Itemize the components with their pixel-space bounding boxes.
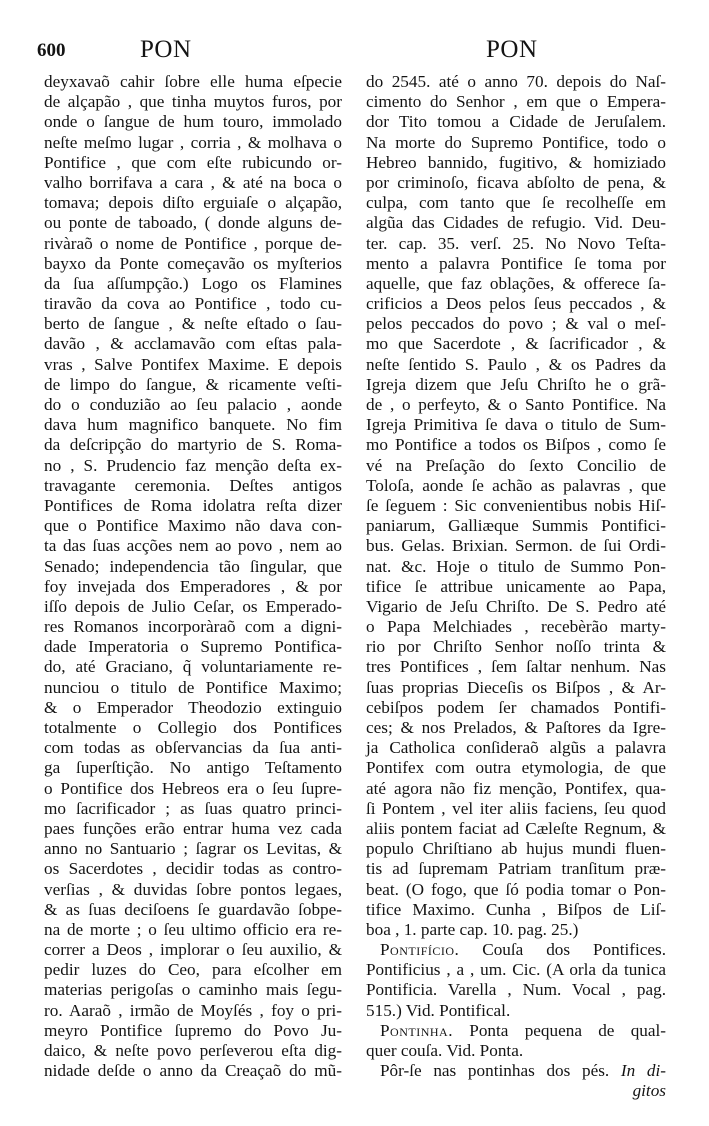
- text-line: Vigario de Jeſu Chriſto. De S. Pedro até: [366, 596, 666, 616]
- text-line: ſuas proprias Dieceſis os Biſpos , & Ar-: [366, 677, 666, 697]
- text-line: vras , Salve Pontifex Maxime. E depois: [44, 354, 342, 374]
- text-line: paniarum, Galliæque Summis Pontifici-: [366, 516, 666, 536]
- entry-pontinha: [366, 1021, 666, 1061]
- text-line: beat. (O fogo, que ſó podia tomar o Pon-: [366, 879, 666, 899]
- headword: Pontifício.: [380, 940, 460, 960]
- text-line: aliis pontem faciat ad Cæleſte Regnum, &: [366, 818, 666, 838]
- entry-line: Pontificius , a , um. Cic. (A orla da tunica: [366, 960, 666, 980]
- text-line: ou ponte de taboado, ( donde alguns de-: [44, 213, 342, 233]
- left-column: [44, 72, 342, 1081]
- entry-line: Pontificia. Varella , Num. Vocal , pag.: [366, 980, 666, 1000]
- text-line: ro. Aaraõ , irmão de Moyſés , foy o pri-: [44, 1000, 342, 1020]
- text-line: na de morte ; o ſeu ultimo officio era re-: [44, 919, 342, 939]
- text-line: neſte ſentido S. Paulo , & os Padres da: [366, 354, 666, 374]
- text-line: mento a palavra Pontifice ſe toma por: [366, 253, 666, 273]
- text-line: culpa, com tanto que ſe recolheſſe em: [366, 193, 666, 213]
- text-line: bus. Gelas. Brixian. Sermon. de ſui Ordi-: [366, 536, 666, 556]
- text-line: pedir luzes do Ceo, para eſcolher em: [44, 960, 342, 980]
- text-line: boa , 1. parte cap. 10. pag. 25.): [366, 919, 579, 939]
- text-line: do 2545. até o anno 70. depois do Naſ-: [366, 72, 666, 91]
- text-line: dade Imperatoria o Supremo Pontifica-: [44, 637, 342, 657]
- entry-line: 515.) Vid. Pontifical.: [366, 1000, 511, 1020]
- text-line: nidade deſde o anno da Creaçaõ do mũ-: [44, 1061, 342, 1081]
- text-line: ces; & nos Prelados, & Paſtores da Igre-: [366, 718, 666, 737]
- text-line: dor Tito tomou a Cidade de Jeruſalem.: [366, 112, 666, 132]
- text-line: iſſo depois de Julio Ceſar, os Emperado-: [44, 596, 342, 616]
- text-line: & o Emperador Theodozio extinguio: [44, 697, 342, 717]
- entry-line: [366, 940, 666, 960]
- text-line: de alçapão , que tinha muytos furos, por: [44, 92, 342, 112]
- text-line: até agora não fiz menção, Pontifex, qua-: [366, 778, 666, 798]
- text-line: os Sacerdotes , decidir todas as contro-: [44, 859, 342, 879]
- text-line: daico, & neſte povo perſeverou eſta dig-: [44, 1041, 342, 1060]
- text-line: o Pontifice dos Hebreos era o ſeu ſupre-: [44, 778, 342, 798]
- text-line: de , o perfeyto, & o Santo Pontifice. Na: [366, 395, 666, 414]
- text-line: cebiſpos podem ſer chamados Pontifi-: [366, 697, 666, 717]
- page-number: 600: [37, 40, 66, 61]
- phrase-entry: [366, 1061, 666, 1101]
- text-line: paes funções erão entrar huma vez cada: [44, 818, 342, 838]
- text-line: no , S. Prudencio faz menção deſta ex-: [44, 455, 342, 475]
- text-line: de limpo do ſangue, & ricamente veſti-: [44, 374, 342, 394]
- text-line: onde o ſangue de hum touro, immolado: [44, 112, 342, 132]
- text-line: Igreja Primitiva ſe dava o titulo de Sum-: [366, 415, 666, 435]
- text-line: tifice ſe attribue unicamente ao Papa,: [366, 576, 666, 596]
- text-line: tiravão da cova ao Pontifice , todo cu-: [44, 294, 342, 314]
- text-line: que o Pontifice Maximo não dava con-: [44, 516, 342, 536]
- text-line: Pontifex com outra etymologia, de que: [366, 758, 666, 778]
- text-line: Pontifice , que com eſte rubicundo or-: [44, 152, 342, 172]
- text-line: rio por Chriſto Senhor noſſo trinta &: [366, 637, 666, 657]
- right-guide-word: PON: [486, 36, 538, 63]
- text-line: foy invejada dos Emperadores , & por: [44, 576, 342, 596]
- text-line: com todas as obſervancias da ſua anti-: [44, 738, 342, 758]
- text-line: valho borrifava a cara , & até na boca o: [44, 172, 342, 192]
- text-line: & as ſuas deciſoens ſe guardavão ſobpe-: [44, 899, 342, 919]
- text-line: pelos peccados do povo ; & val o meſ-: [366, 314, 666, 334]
- entry-line: quer couſa. Vid. Ponta.: [366, 1041, 524, 1060]
- text-line: cimento do Senhor , em que o Empera-: [366, 92, 666, 112]
- text-line: crificios a Deos pelos ſeus peccados , &: [366, 294, 666, 314]
- text-line: vé na Preſação do ſexto Concilio de: [366, 455, 666, 475]
- text-line: do, até Graciano, q̃ voluntariamente re-: [44, 657, 342, 677]
- catchword: gitos: [632, 1081, 666, 1101]
- text-line: Na morte do Supremo Pontifice, todo o: [366, 132, 666, 152]
- left-guide-word: PON: [140, 36, 192, 63]
- text-line: neſte meſmo lugar , corria , & molhava o: [44, 132, 342, 152]
- definition: Ponta pequena de qual-: [469, 1020, 667, 1040]
- text-line: mo Pontifice a todos os Biſpos , como ſe: [366, 435, 666, 455]
- text-line: tifice Maximo. Cunha , Biſpos de Liſ-: [366, 899, 666, 919]
- text-line: tis ad ſupremam Patriam tranſitum præ-: [366, 859, 666, 879]
- text-line: nat. &c. Hoje o titulo de Summo Pon-: [366, 556, 666, 576]
- text-line: meyro Pontifice ſupremo do Povo Ju-: [44, 1020, 342, 1040]
- text-line: Igreja dizem que Jeſu Chriſto he o grã-: [366, 374, 666, 394]
- headword: Pontinha.: [380, 1020, 454, 1040]
- entry-line: [366, 1061, 666, 1081]
- text-line: o Papa Melchiades , recebèrão marty-: [366, 617, 666, 637]
- right-column: [366, 72, 666, 1102]
- text-line: mo ſacrificador ; as ſuas quatro princi-: [44, 798, 342, 818]
- text-line: totalmente o Collegio dos Pontifices: [44, 718, 342, 737]
- text-line: materias perigoſas o caminho mais ſegu-: [44, 980, 342, 1000]
- text-line: deyxavaõ cahir ſobre elle huma eſpecie: [44, 72, 342, 91]
- text-line: ter. cap. 35. verſ. 25. No Novo Teſta-: [366, 233, 666, 253]
- text-line: Toloſa, aonde ſe achão as palavras , que: [366, 475, 666, 495]
- text-line: tres Pontifices , ſem ſaltar nenhum. Nas: [366, 657, 666, 677]
- text-line: correr a Deos , implorar o ſeu auxilio, &: [44, 940, 342, 960]
- definition: Couſa dos Pontifices.: [482, 940, 666, 960]
- entry-line: [366, 1081, 666, 1101]
- phrase-latin: In di-: [620, 1061, 666, 1081]
- text-line: aquelle, que faz oblações, & offerece ſa-: [366, 273, 666, 293]
- text-line: res Romanos incorporàraõ com a digni-: [44, 617, 342, 637]
- right-column-text: [366, 72, 666, 940]
- phrase-text: Pôr-ſe nas pontinhas dos pés.: [380, 1061, 610, 1081]
- text-line: Hebreo bannido, fugitivo, & homiziado: [366, 152, 666, 172]
- text-line: dava hum magnifico banquete. No fim: [44, 415, 342, 435]
- text-line: berto de ſangue , & neſte eſtado o ſau-: [44, 314, 342, 334]
- text-line: tomava; depois diſto erguiaſe o alçapão,: [44, 193, 342, 213]
- text-line: do o conduzião ao ſeu palacio , aonde: [44, 395, 342, 414]
- text-line: mo que Sacerdote , & ſacrificador , &: [366, 334, 666, 354]
- text-line: verſias , & duvidas ſobre pontos legaes,: [44, 879, 342, 899]
- entry-line: [366, 1021, 666, 1041]
- text-line: nunciou o titulo de Pontifice Maximo;: [44, 677, 342, 697]
- text-line: ja Catholica conſideraõ algũs a palavra: [366, 738, 666, 758]
- text-line: anno no Santuario ; ſagrar os Levitas, &: [44, 839, 342, 859]
- text-line: Pontifices de Roma idolatra reſta dizer: [44, 495, 342, 515]
- text-line: travagante ceremonia. Deſtes antigos: [44, 475, 342, 495]
- text-line: da deſcripção do martyrio de S. Roma-: [44, 435, 342, 455]
- entry-pontificio: [366, 940, 666, 1021]
- text-line: Senado; independencia tão ſingular, que: [44, 556, 342, 576]
- text-line: ſe ſeguem : Sic convenientibus nobis Hiſ-: [366, 495, 666, 515]
- text-line: ta das ſuas acções nem ao povo , nem ao: [44, 536, 342, 556]
- text-line: ga ſuperſtição. No antigo Teſtamento: [44, 758, 342, 778]
- text-line: ſi Pontem , vel iter aliis faciens, ſeu quod: [366, 798, 666, 818]
- text-line: bayxo da Ponte começavão os myſterios: [44, 253, 342, 273]
- text-line: davão , & acclamavão com eſtas pala-: [44, 334, 342, 354]
- text-line: da ſua aſſumpção.) Logo os Flamines: [44, 273, 342, 293]
- text-line: populo Chriſtiano ab hujus mundi fluen-: [366, 839, 666, 859]
- text-line: por criminoſo, ficava abſolto de pena, &: [366, 172, 666, 192]
- text-line: rivàraõ o nome de Pontifice , porque de-: [44, 233, 342, 253]
- text-line: algũa das Cidades de refugio. Vid. Deu-: [366, 213, 666, 233]
